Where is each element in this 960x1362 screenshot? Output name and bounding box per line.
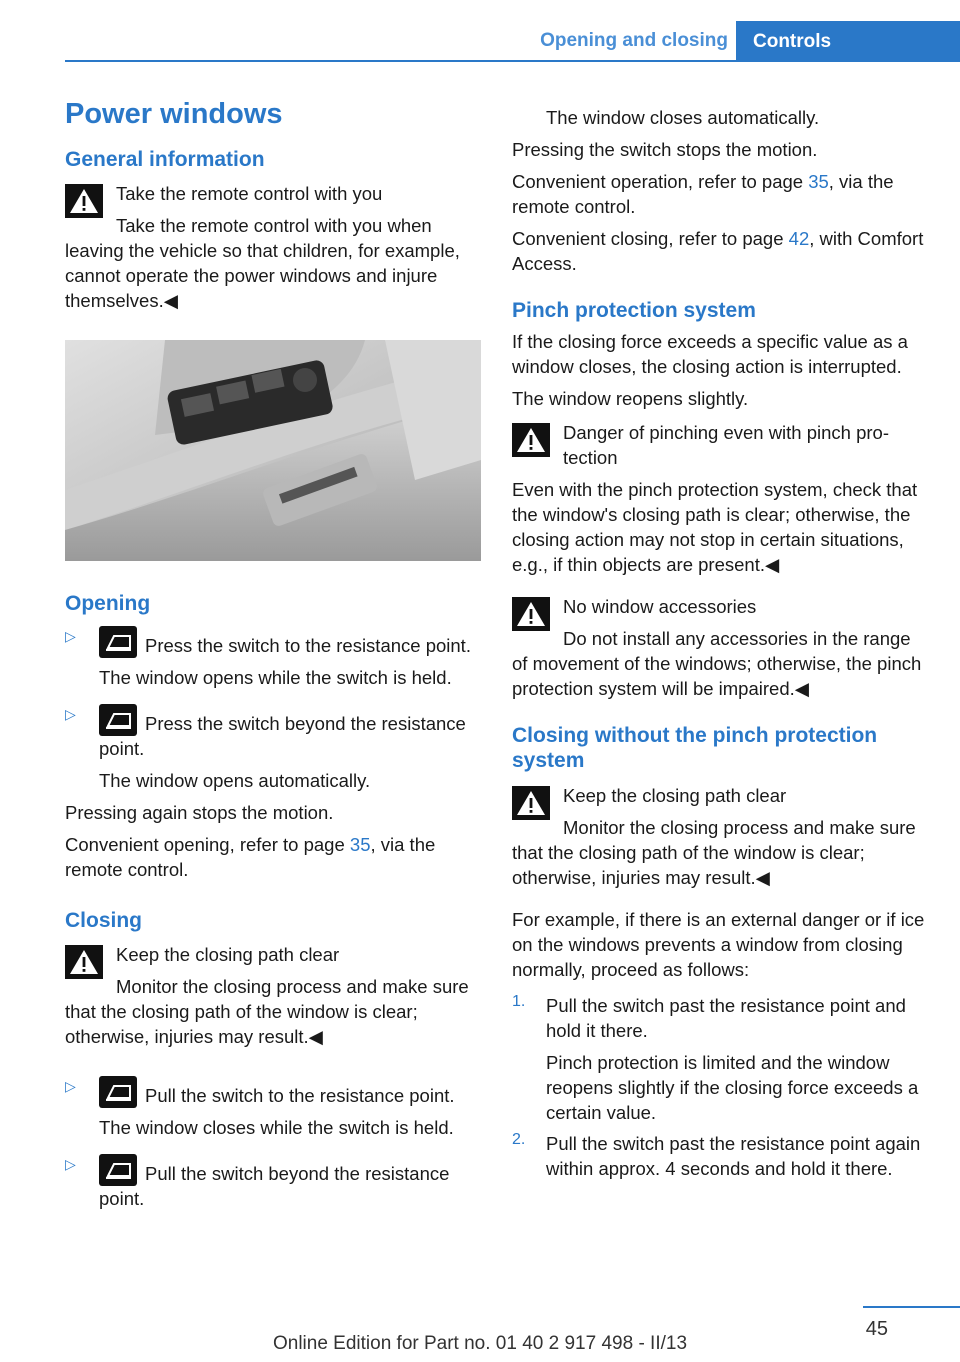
door-panel-illustration <box>65 340 481 561</box>
bullet-text: Press the switch to the resistance point. <box>145 635 471 657</box>
bullet-text: Pull the switch beyond the resistance point. <box>99 1163 450 1210</box>
door-switch-photo <box>65 340 481 561</box>
opening-stop-text: Pressing again stops the motion. <box>65 802 334 824</box>
text-part: Convenient closing, refer to page <box>512 228 789 249</box>
footer-rule <box>863 1306 960 1308</box>
general-heading: General information <box>65 147 265 171</box>
warning-title: Take the remote control with you <box>116 182 383 204</box>
warning-text-body: Monitor the closing process and make sure that the closing path of the window is clear; otherwise, injuries may result.◀ <box>512 816 916 888</box>
closing-bullet-1 <box>65 1076 481 1140</box>
bullet-subtext: The window opens while the switch is held. <box>99 667 452 689</box>
bullet-arrow-icon: ▷ <box>65 1156 76 1173</box>
warning-icon <box>65 945 103 979</box>
pinch-text-1: If the closing force exceeds a specific value as a window closes, the closing action is interrupted. <box>512 331 908 378</box>
right-column <box>512 105 928 1181</box>
closing-convenient-closing <box>512 226 928 276</box>
warning-remote <box>65 181 481 313</box>
page-link-42[interactable]: 42 <box>788 228 810 249</box>
closing-convenient-operation <box>512 169 928 219</box>
without-pinch-heading: Closing without the pinch protection system <box>512 724 878 773</box>
bullet-arrow-icon: ▷ <box>65 628 76 645</box>
text-part: , via the remote control. <box>65 834 436 881</box>
step-number: 2. <box>512 1130 526 1148</box>
step-number: 1. <box>512 992 526 1010</box>
warning-closing-path <box>65 942 481 1049</box>
warning-text <box>65 974 481 1049</box>
closing-stop-text: Pressing the switch stops the motion. <box>512 139 818 160</box>
bullet-text: Pull the switch to the resistance point. <box>145 1085 455 1107</box>
warning-closing-path-2 <box>512 783 928 890</box>
text-part: Convenient opening, refer to page <box>65 834 350 856</box>
page-link-35[interactable]: 35 <box>349 834 371 856</box>
warning-pinching <box>512 420 928 577</box>
warning-title: Keep the closing path clear <box>563 784 787 806</box>
pinch-heading: Pinch protection system <box>512 299 756 322</box>
footer-edition: Online Edition for Part no. 01 40 2 917 498 - II/13 <box>272 1333 688 1354</box>
step-text: Pull the switch past the resistance point and hold it there. <box>546 994 906 1041</box>
window-switch-icon <box>99 1076 137 1108</box>
left-column <box>65 97 481 1211</box>
warning-accessories <box>512 594 928 701</box>
page-title: Power windows <box>65 98 283 130</box>
warning-text <box>65 213 481 313</box>
warning-icon <box>512 786 550 820</box>
warning-text-body: Take the remote control with you when leaving the vehicle so that children, for example, cannot operate the power windows and injure themselves.◀ <box>65 214 460 311</box>
page-number: 45 <box>865 1318 888 1340</box>
step-2 <box>512 1131 928 1181</box>
bullet-subtext: The window closes while the switch is held. <box>99 1117 454 1139</box>
bullet-arrow-icon: ▷ <box>65 706 76 723</box>
pinch-text-2: The window reopens slightly. <box>512 388 749 410</box>
warning-icon <box>512 597 550 631</box>
opening-heading: Opening <box>65 591 151 615</box>
warning-text: Even with the pinch protection system, check that the window's closing path is clear; otherwise, the closing action may not stop in certain situations, e.g., if thin objects are present.◀ <box>512 479 918 576</box>
header-section: Opening and closing <box>540 30 728 51</box>
warning-text <box>512 815 928 890</box>
bullet-text: Press the switch beyond the resistance point. <box>99 713 466 760</box>
step-1 <box>512 993 928 1125</box>
opening-bullet-1 <box>65 626 481 690</box>
warning-icon <box>512 423 550 457</box>
closing-heading: Closing <box>65 909 142 933</box>
warning-title: No window accessories <box>563 596 757 618</box>
warning-text-body: Do not install any accessories in the range of movement of the windows; otherwise, the pinch protection system will be impaired.◀ <box>512 628 922 700</box>
text-part: , via the remote control. <box>512 171 894 217</box>
window-switch-icon <box>99 1154 137 1186</box>
bullet-arrow-icon: ▷ <box>65 1078 76 1095</box>
bullet-subtext: The window opens automatically. <box>99 770 371 792</box>
header-tab: Controls <box>736 21 960 61</box>
closing-bullet-2 <box>65 1154 481 1211</box>
warning-title: Keep the closing path clear <box>116 944 340 966</box>
window-switch-icon <box>99 626 137 658</box>
step-text: Pull the switch past the resistance point again within approx. 4 seconds and hold it there. <box>546 1132 921 1179</box>
closing-auto-text: The window closes automatically. <box>546 107 820 128</box>
text-part: Convenient operation, refer to page <box>512 171 809 192</box>
text-part: , with Comfort Access. <box>512 228 924 274</box>
page-header <box>0 0 960 62</box>
window-switch-icon <box>99 704 137 736</box>
step-subtext: Pinch protection is limited and the window reopens slightly if the closing force exceeds a certain value. <box>546 1051 919 1123</box>
header-rule <box>65 60 960 62</box>
warning-icon <box>65 184 103 218</box>
warning-text-body: Monitor the closing process and make sure that the closing path of the window is clear; otherwise, injuries may result.◀ <box>65 976 469 1048</box>
without-intro: For example, if there is an external danger or if ice on the windows prevents a window from closing normally, proceed as follows: <box>512 908 925 980</box>
warning-title: Danger of pinching even with pinch protection <box>563 422 890 469</box>
page-link-35[interactable]: 35 <box>808 171 829 192</box>
opening-bullet-2 <box>65 704 481 793</box>
opening-convenient-text <box>65 832 481 882</box>
warning-text <box>512 626 928 701</box>
